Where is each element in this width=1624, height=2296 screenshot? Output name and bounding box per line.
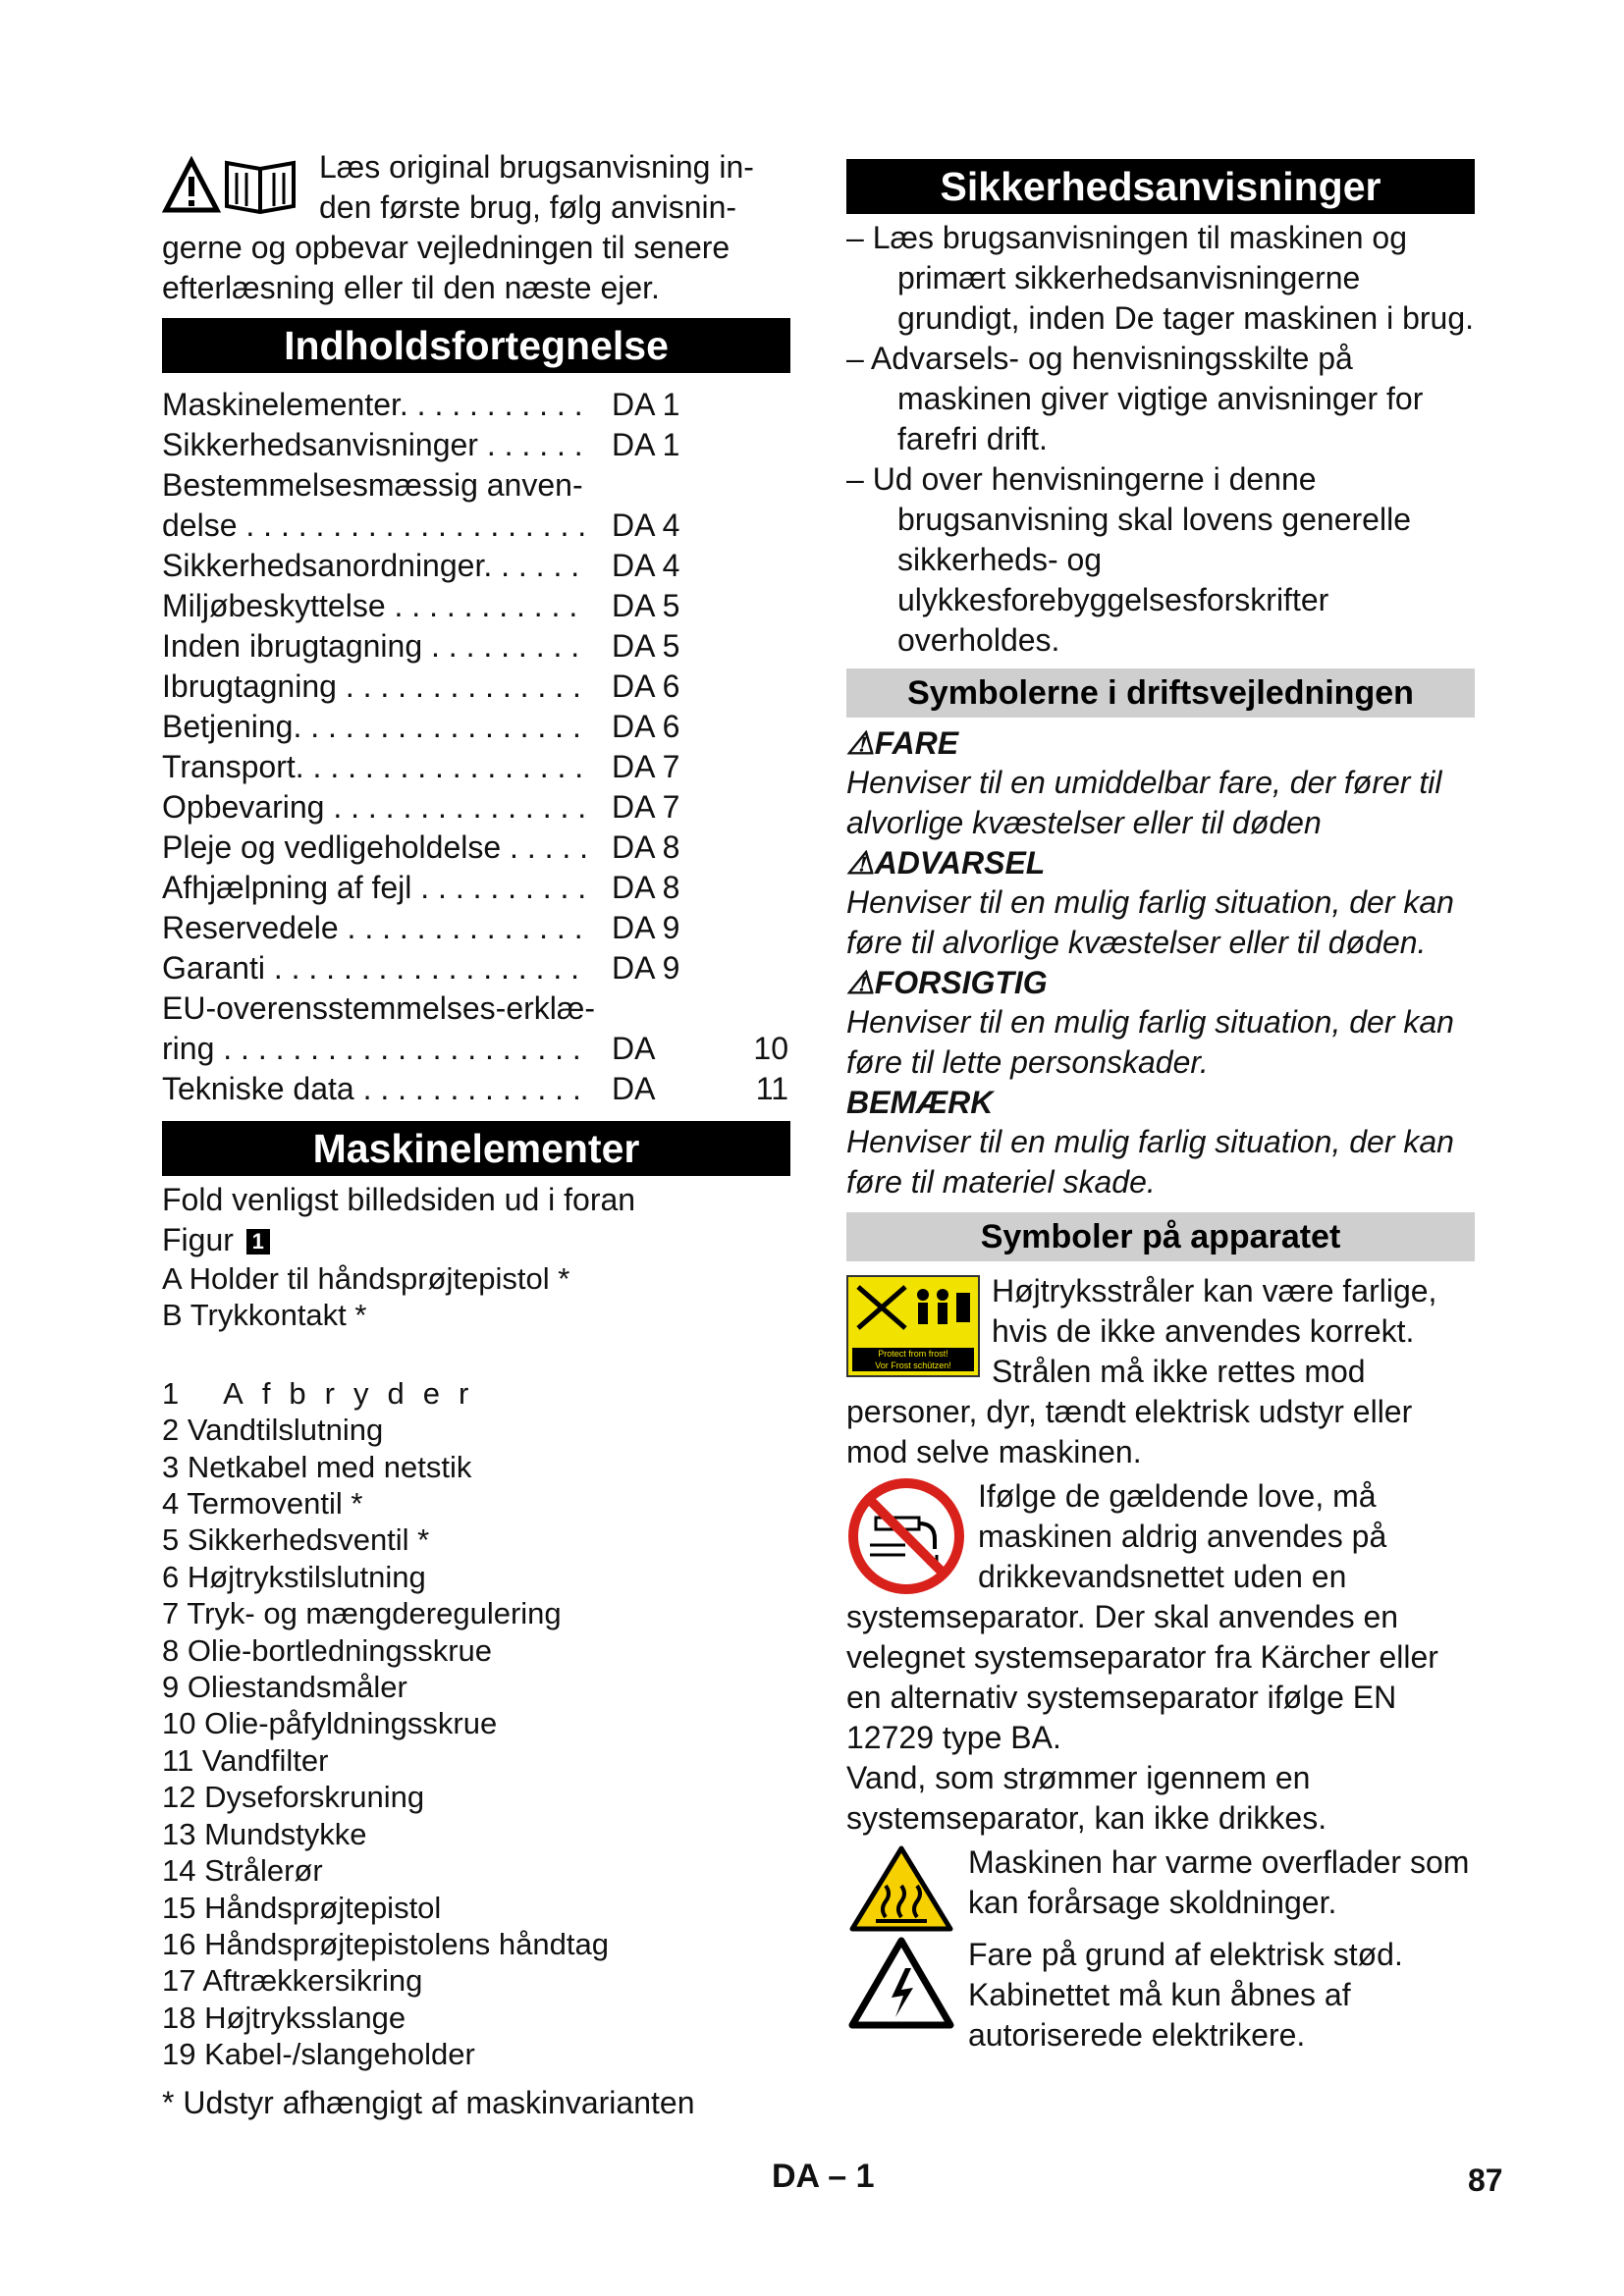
toc-page-number: [690, 506, 788, 546]
toc-page: DA 5: [612, 628, 680, 664]
machine-item: 5 Sikkerhedsventil *: [162, 1522, 430, 1558]
machine-item: 10 Olie-påfyldningsskrue: [162, 1706, 498, 1741]
toc-page: DA 4: [612, 548, 680, 583]
toc-page: DA 1: [612, 427, 680, 462]
toc-row: [162, 586, 790, 626]
toc-page-number: [690, 908, 788, 948]
toc-page: DA 4: [612, 507, 680, 543]
toc-title: EU-overensstemmelses-erklæ-: [162, 990, 595, 1026]
toc-page: DA 7: [612, 749, 680, 784]
toc-row: [162, 868, 790, 908]
toc-page: DA 7: [612, 789, 680, 825]
intro-line-3: gerne og opbevar vejledningen til senere: [162, 230, 731, 265]
toc-title: Betjening. . . . . . . . . . . . . . . . .: [162, 709, 581, 744]
toc-row: [162, 747, 790, 787]
toc-row: [162, 667, 790, 707]
machine-item: 6 Højtrykstilslutning: [162, 1559, 426, 1594]
toc-page-number: [690, 626, 788, 667]
jet-warning: [846, 1271, 1475, 1472]
figure-number-badge: 1: [246, 1229, 270, 1255]
frost-label-line-2: Vor Frost schützen!: [875, 1361, 951, 1370]
toc-title: ring . . . . . . . . . . . . . . . . . . . . .: [162, 1031, 581, 1066]
toc-page-number: [690, 707, 788, 747]
toc-row: [162, 828, 790, 868]
bemaerk-label: BEMÆRK: [846, 1085, 994, 1120]
safety-heading: Sikkerhedsanvisninger: [846, 159, 1475, 214]
toc-page-number: [690, 667, 788, 707]
right-column: [846, 159, 1475, 2056]
bemaerk-text: Henviser til en mulig farlig situation, der kan føre til materiel skade.: [846, 1124, 1454, 1200]
toc-title: Sikkerhedsanvisninger . . . . . .: [162, 427, 583, 462]
machine-item: 1 Afbryder: [162, 1375, 488, 1411]
toc-page-number: [690, 385, 788, 425]
toc-row: [162, 908, 790, 948]
toc-title: Maskinelementer. . . . . . . . . . .: [162, 387, 583, 422]
electric-shock-icon: [846, 1935, 956, 2033]
toc-row: [162, 948, 790, 988]
frost-label: [852, 1348, 974, 1371]
water-text: Ifølge de gældende love, må maskinen aldrig anvendes på drikkevandsnettet uden en systemseparator. Der skal anvendes en velegnet systemseparator fra Kärcher eller en alternativ systemseparator ifølge EN 12729 type BA.: [846, 1478, 1438, 1755]
safety-bullet: – Læs brugsanvisningen til maskinen og primært sikkerhedsanvisningerne grundigt, inden De tager maskinen i brug.: [846, 220, 1475, 336]
toc-row: [162, 385, 790, 425]
toc-page-number: [690, 868, 788, 908]
figure-ref: [162, 1220, 790, 1260]
item-b: B Trykkontakt *: [162, 1298, 367, 1333]
forsigtig-label: ⚠FORSIGTIG: [846, 965, 1048, 1000]
warning-manual-icon: [162, 155, 309, 214]
toc-title: Bestemmelsesmæssig anven-: [162, 467, 583, 503]
toc-page: DA 6: [612, 668, 680, 704]
toc-page: DA 8: [612, 829, 680, 865]
jet-spray-icon: [848, 1277, 978, 1338]
intro-line-1: Læs original brugsanvisning in-: [319, 149, 754, 185]
toc-page-number: [690, 546, 788, 586]
fare-label: ⚠FARE: [846, 725, 959, 761]
toc-title: Sikkerhedsanordninger. . . . . .: [162, 548, 580, 583]
electric-text: Fare på grund af elektrisk stød. Kabinettet må kun åbnes af autoriserede elektrikere.: [968, 1937, 1403, 2053]
toc-title: Pleje og vedligeholdelse . . . . .: [162, 829, 589, 865]
hot-surface-icon: [846, 1842, 956, 1935]
toc-title: Garanti . . . . . . . . . . . . . . . . . .: [162, 950, 579, 986]
machine-item: 13 Mundstykke: [162, 1816, 367, 1851]
symbols-manual: [846, 723, 1475, 1202]
machine-item: 11 Vandfilter: [162, 1742, 329, 1778]
safety-bullet: – Advarsels- og henvisningsskilte på maskinen giver vigtige anvisninger for farefri drift.: [846, 341, 1424, 456]
machine-item: 19 Kabel-/slangeholder: [162, 2037, 475, 2072]
toc-row: [162, 425, 790, 465]
toc-title: Ibrugtagning . . . . . . . . . . . . . .: [162, 668, 581, 704]
electric-warning: [846, 1935, 1475, 2056]
machine-item: 9 Oliestandsmåler: [162, 1670, 407, 1705]
toc-page-number: [690, 747, 788, 787]
toc-page: DA 9: [612, 910, 680, 945]
safety-bullet: – Ud over henvisningerne i denne brugsanvisning skal lovens generelle sikkerheds- og ulykkesforebyggelsesforskrifter overholdes.: [846, 461, 1411, 658]
toc-title: Afhjælpning af fejl . . . . . . . . . .: [162, 870, 587, 905]
machine-heading: Maskinelementer: [162, 1121, 790, 1176]
machine-item: 2 Vandtilslutning: [162, 1413, 384, 1448]
intro-line-2: den første brug, følg anvisnin-: [319, 189, 737, 225]
toc-page: [612, 465, 690, 506]
toc-page: DA 1: [612, 387, 680, 422]
hot-text: Maskinen har varme overflader som kan forårsage skoldninger.: [968, 1844, 1470, 1920]
item-a: A Holder til håndsprøjtepistol *: [162, 1261, 570, 1296]
toc-title: Transport. . . . . . . . . . . . . . . . .: [162, 749, 584, 784]
toc-page: DA 8: [612, 870, 680, 905]
symbols-manual-heading: Symbolerne i driftsvejledningen: [846, 668, 1475, 718]
machine-item: 17 Aftrækkersikring: [162, 1963, 423, 1999]
footnote: * Udstyr afhængigt af maskinvarianten: [162, 2084, 695, 2120]
fare-text: Henviser til en umiddelbar fare, der fører til alvorlige kvæstelser eller til døden: [846, 765, 1442, 840]
toc-title: Tekniske data . . . . . . . . . . . . .: [162, 1071, 581, 1106]
toc-title: Reservedele . . . . . . . . . . . . . .: [162, 910, 583, 945]
toc-page: DA: [612, 1031, 656, 1066]
toc-title: delse . . . . . . . . . . . . . . . . . . . .: [162, 507, 587, 543]
toc-title: Inden ibrugtagning . . . . . . . . .: [162, 628, 580, 664]
toc-page-number: [690, 988, 788, 1029]
forsigtig-text: Henviser til en mulig farlig situation, der kan føre til lette personskader.: [846, 1004, 1454, 1080]
jet-text: Højtryksstråler kan være farlige, hvis de ikke anvendes korrekt. Strålen må ikke rettes mod personer, dyr, tændt elektrisk udstyr eller mod selve maskinen.: [846, 1273, 1437, 1469]
toc-page-number: [690, 828, 788, 868]
intro-notice: [162, 147, 790, 308]
toc-row: [162, 465, 790, 506]
machine-item: 16 Håndsprøjtepistolens håndtag: [162, 1926, 609, 1961]
machine-section: [162, 1180, 790, 2121]
toc-row: [162, 707, 790, 747]
machine-items: [162, 1375, 790, 2073]
toc-page: DA 6: [612, 709, 680, 744]
fold-note: Fold venligst billedsiden ud i foran: [162, 1182, 636, 1217]
toc-page: [612, 988, 690, 1029]
machine-item: 8 Olie-bortledningsskrue: [162, 1632, 493, 1668]
machine-item: 7 Tryk- og mængderegulering: [162, 1596, 562, 1631]
left-column: [162, 147, 790, 2121]
toc-row: [162, 1029, 790, 1069]
machine-item: 12 Dyseforskruning: [162, 1780, 425, 1815]
toc-row: [162, 787, 790, 828]
footer-page-number: 87: [1468, 2163, 1503, 2198]
toc-title: Opbevaring . . . . . . . . . . . . . . .: [162, 789, 587, 825]
toc-page-number: 10: [753, 1031, 788, 1066]
toc-page-number: [690, 465, 788, 506]
toc-row: [162, 626, 790, 667]
toc-page: DA 5: [612, 588, 680, 623]
toc-page-number: 11: [755, 1071, 788, 1106]
water-text-2: Vand, som strømmer igennem en systemseparator, kan ikke drikkes.: [846, 1760, 1327, 1836]
symbols-device-heading: Symboler på apparatet: [846, 1212, 1475, 1261]
symbols-device: [846, 1271, 1475, 2056]
figure-label: Figur: [162, 1222, 234, 1257]
toc-page-number: [690, 948, 788, 988]
toc-row: [162, 506, 790, 546]
toc-heading: Indholdsfortegnelse: [162, 318, 790, 373]
machine-item: 18 Højtryksslange: [162, 2000, 406, 2035]
jet-hazard-label: [846, 1275, 980, 1377]
toc-page-number: [690, 425, 788, 465]
toc-title: Miljøbeskyttelse . . . . . . . . . . .: [162, 588, 578, 623]
frost-label-line-1: Protect from frost!: [878, 1349, 948, 1359]
toc-row: [162, 988, 790, 1029]
safety-bullets: [846, 218, 1475, 661]
toc-row: [162, 1069, 790, 1109]
advarsel-text: Henviser til en mulig farlig situation, der kan føre til alvorlige kvæstelser eller til døden.: [846, 884, 1454, 960]
toc-page: DA 9: [612, 950, 680, 986]
hot-surface-warning: [846, 1842, 1475, 1923]
footer-section-page: DA – 1: [772, 2158, 875, 2195]
machine-item: 15 Håndsprøjtepistol: [162, 1890, 442, 1925]
toc-row: [162, 546, 790, 586]
toc-list: [162, 385, 790, 1109]
machine-item: 3 Netkabel med netstik: [162, 1449, 472, 1484]
advarsel-label: ⚠ADVARSEL: [846, 845, 1046, 881]
machine-item: 4 Termoventil *: [162, 1486, 363, 1522]
toc-page: DA: [612, 1071, 656, 1106]
toc-page-number: [690, 586, 788, 626]
water-warning: [846, 1476, 1475, 1839]
toc-page-number: [690, 787, 788, 828]
intro-line-4: efterlæsning eller til den næste ejer.: [162, 270, 660, 305]
no-drinking-water-icon: [846, 1476, 966, 1596]
machine-item: 14 Strålerør: [162, 1853, 323, 1889]
